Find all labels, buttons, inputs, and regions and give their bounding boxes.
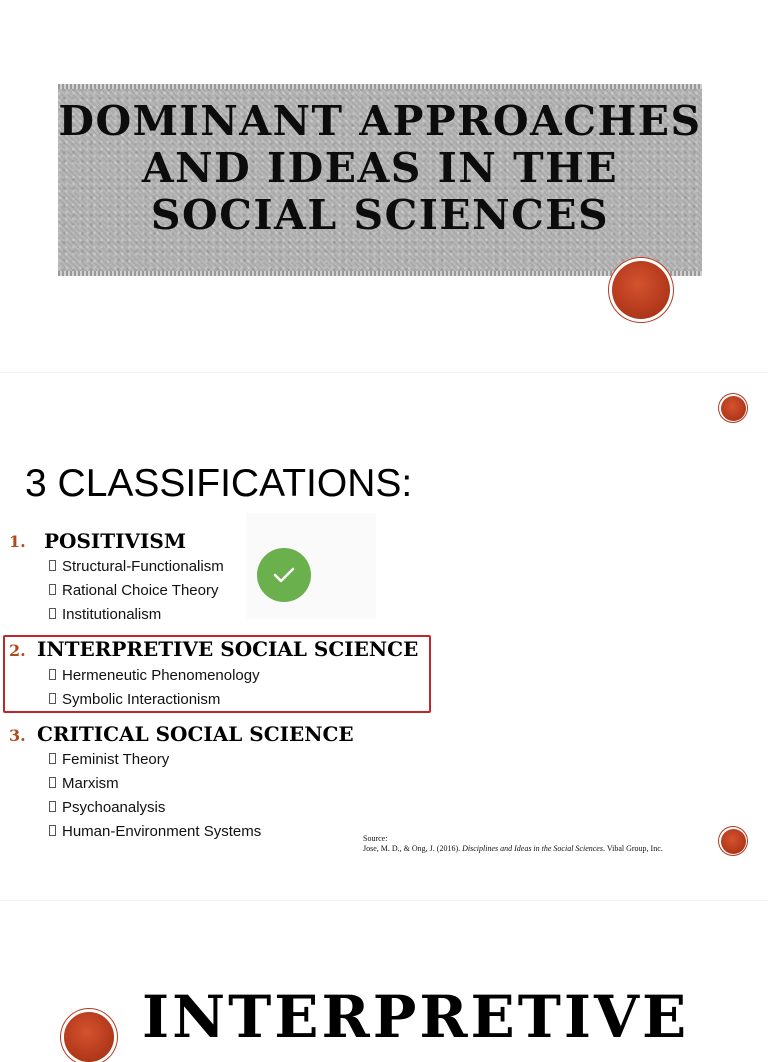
slide-title-line-1: DOMINANT APPROACHES xyxy=(58,97,702,145)
source-citation xyxy=(363,844,723,854)
list-item xyxy=(49,774,119,794)
classification-title-critical: CRITICAL SOCIAL SCIENCE xyxy=(37,722,354,746)
square-bullet-icon xyxy=(49,825,56,836)
list-item xyxy=(49,798,165,818)
list-item-label: Institutionalism xyxy=(62,606,162,623)
list-item xyxy=(49,557,224,577)
list-item-label: Symbolic Interactionism xyxy=(62,691,221,708)
classification-title-interpretive: INTERPRETIVE SOCIAL SCIENCE xyxy=(37,637,419,661)
square-bullet-icon xyxy=(49,608,56,619)
square-bullet-icon xyxy=(49,753,56,764)
slide-divider xyxy=(0,372,768,373)
next-slide-title: INTERPRETIVE xyxy=(142,983,690,1051)
citation-suffix: . Vibal Group, Inc. xyxy=(602,844,663,853)
square-bullet-icon xyxy=(49,693,56,704)
slide-title-line-2: AND IDEAS IN THE xyxy=(141,144,619,192)
classification-title-positivism: POSITIVISM xyxy=(44,529,186,553)
red-circle-badge-icon xyxy=(608,257,674,323)
square-bullet-icon xyxy=(49,584,56,595)
square-bullet-icon xyxy=(49,801,56,812)
citation-prefix: Jose, M. D., & Ong, J. (2016). xyxy=(363,844,463,853)
slide-divider xyxy=(0,900,768,901)
classifications-heading: 3 CLASSIFICATIONS: xyxy=(25,462,413,505)
list-item xyxy=(49,822,261,842)
square-bullet-icon xyxy=(49,777,56,788)
list-item xyxy=(49,605,161,625)
list-item xyxy=(49,666,260,686)
red-circle-badge-icon xyxy=(64,1012,114,1062)
citation-title: Disciplines and Ideas in the Social Sciences xyxy=(462,844,603,853)
classification-number: 1. xyxy=(9,532,26,551)
list-item xyxy=(49,581,218,601)
list-item-label: Feminist Theory xyxy=(62,751,170,768)
list-item-label: Hermeneutic Phenomenology xyxy=(62,667,260,684)
square-bullet-icon xyxy=(49,560,56,571)
red-circle-badge-icon xyxy=(718,393,748,423)
list-item-label: Rational Choice Theory xyxy=(62,582,219,599)
title-banner xyxy=(58,84,702,276)
list-item-label: Marxism xyxy=(62,775,119,792)
classification-number: 3. xyxy=(9,726,26,745)
list-item-label: Psychoanalysis xyxy=(62,799,166,816)
check-icon xyxy=(257,548,311,602)
source-label: Source: xyxy=(363,834,388,843)
slide-title-line-3: SOCIAL SCIENCES xyxy=(150,191,610,239)
source-note xyxy=(363,834,723,854)
list-item-label: Human-Environment Systems xyxy=(62,823,262,840)
square-bullet-icon xyxy=(49,669,56,680)
slide-title xyxy=(58,98,702,239)
list-item-label: Structural-Functionalism xyxy=(62,558,224,575)
list-item xyxy=(49,690,220,710)
classification-number: 2. xyxy=(9,641,26,660)
list-item xyxy=(49,750,169,770)
red-circle-badge-icon xyxy=(718,826,748,856)
